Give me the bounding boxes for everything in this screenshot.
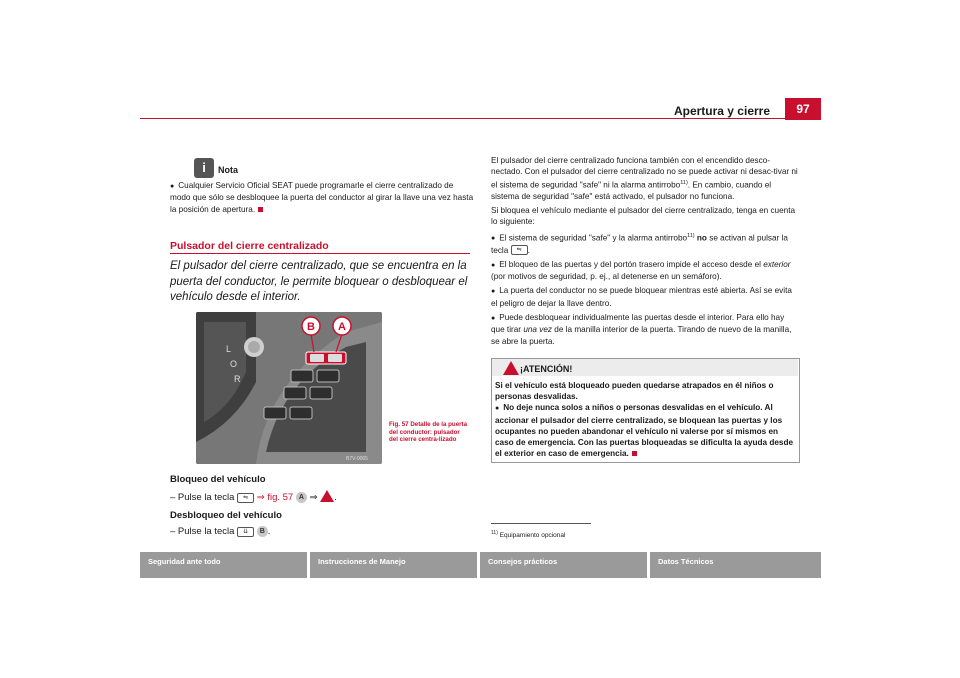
- footnote: $^{11)}$ Equipamiento opcional: [491, 530, 566, 540]
- nav-tab-seguridad[interactable]: Seguridad ante todo: [140, 552, 307, 578]
- lock-step: – Pulse la tecla ⇋ ⇒ fig. 57 A ⇒ .: [170, 490, 337, 505]
- page-header-title: Apertura y cierre: [673, 104, 770, 118]
- warning-body: [495, 380, 795, 459]
- figure-caption: Fig. 57 Detalle de la puerta del conductor: pulsador del cierre centra-lizado: [389, 421, 468, 444]
- section-intro: El pulsador del cierre centralizado, que se encuentra en la puerta del conductor, le permite bloquear o desbloquear el vehículo desde el interior.: [170, 260, 468, 303]
- unlock-step: – Pulse la tecla ⇊ B .: [170, 526, 271, 538]
- page-number: 97: [785, 98, 821, 120]
- note-icon: i: [194, 158, 214, 178]
- lock-key-icon: ⇋: [237, 493, 254, 503]
- unlock-heading: Desbloqueo del vehículo: [170, 510, 282, 521]
- right-column: [491, 155, 798, 347]
- lock-badge: A: [296, 492, 307, 503]
- note-title: Nota: [218, 165, 238, 175]
- warning-ref-icon: [320, 490, 334, 505]
- nav-tab-instrucciones[interactable]: Instrucciones de Manejo: [310, 552, 477, 578]
- lock-step-text: – Pulse la tecla: [170, 492, 235, 504]
- list-item: ● El sistema de seguridad "safe" y la alarma antirrobo$^{11)}$ no se activan al pulsar la tecla ⇋ .: [491, 231, 798, 256]
- warning-bullet: ● No deje nunca solos a niños o personas desvalidas en el vehículo. Al accionar el pulsador del cierre centralizado, se bloquean las puertas y los ocupantes no pueden abandonar el vehículo ni valerse por sí mismos en caso de emergencia. Con las puertas bloqueadas se dificulta la ayuda desde el exterior en caso de emergencia.: [495, 402, 795, 459]
- figure-door-panel: [196, 312, 382, 464]
- figure-label-a: A: [338, 321, 346, 333]
- end-mark-icon: [632, 451, 637, 456]
- right-paragraph-1: El pulsador del cierre centralizado funciona también con el encendido desco-nectado. Con el pulsador del cierre centralizado no se puede activar ni desac-tivar ni el sistema de seguridad "safe" ni la alarma antirrobo$^{11)}$. En cambio, cuando el sistema de seguridad "safe" está activado, el pulsador no funciona.: [491, 156, 798, 201]
- warning-title: ¡ATENCIÓN!: [520, 364, 573, 374]
- section-heading: Pulsador del cierre centralizado: [170, 240, 329, 252]
- unlock-key-icon: ⇊: [237, 527, 254, 537]
- warning-icon: [503, 361, 519, 375]
- list-item: ● La puerta del conductor no se puede bloquear mientras esté abierta. Así se evita el peligro de dejar la llave dentro.: [491, 285, 798, 309]
- warning-intro: Si el vehículo está bloqueado pueden quedarse atrapados en él niños o personas desvalidas.: [495, 381, 774, 402]
- note-body: Cualquier Servicio Oficial SEAT puede programarle el cierre centralizado de modo que sólo se desbloquee la puerta del conductor al girar la llave una vez hasta la posición de apertura.: [170, 181, 474, 214]
- list-item: ● Puede desbloquear individualmente las puertas desde el interior. Para ello hay que tirar una vez de la manilla interior de la puerta. Tirando de nuevo de la manilla, se abre la puerta.: [491, 312, 798, 347]
- svg-text:L: L: [226, 344, 232, 354]
- bullet-icon: [170, 181, 178, 190]
- nav-tab-consejos[interactable]: Consejos prácticos: [480, 552, 647, 578]
- end-mark-icon: [258, 207, 263, 212]
- footnote-rule: [491, 523, 591, 524]
- lock-heading: Bloqueo del vehículo: [170, 474, 266, 485]
- header-rule: [140, 118, 821, 119]
- lock-key-icon: ⇋: [511, 245, 528, 255]
- note-text: [170, 180, 475, 215]
- svg-text:O: O: [230, 359, 238, 369]
- list-item: ● El bloqueo de las puertas y del portón trasero impide el acceso desde el exterior (por motivos de seguridad, p. ej., al detenerse en un semáforo).: [491, 259, 798, 283]
- svg-text:R: R: [234, 374, 241, 384]
- right-paragraph-2: Si bloquea el vehículo mediante el pulsador del cierre centralizado, tenga en cuenta lo siguiente:: [491, 205, 796, 227]
- figure-code: B7V-0065: [346, 456, 368, 462]
- nav-tab-datos[interactable]: Datos Técnicos: [650, 552, 821, 578]
- section-rule: [170, 253, 470, 254]
- figure-label-b: B: [307, 321, 315, 333]
- lock-arrow: ⇒: [309, 492, 318, 504]
- unlock-step-text: – Pulse la tecla: [170, 526, 235, 538]
- unlock-badge: B: [257, 526, 268, 537]
- lock-fig-link[interactable]: ⇒ fig. 57: [256, 492, 294, 504]
